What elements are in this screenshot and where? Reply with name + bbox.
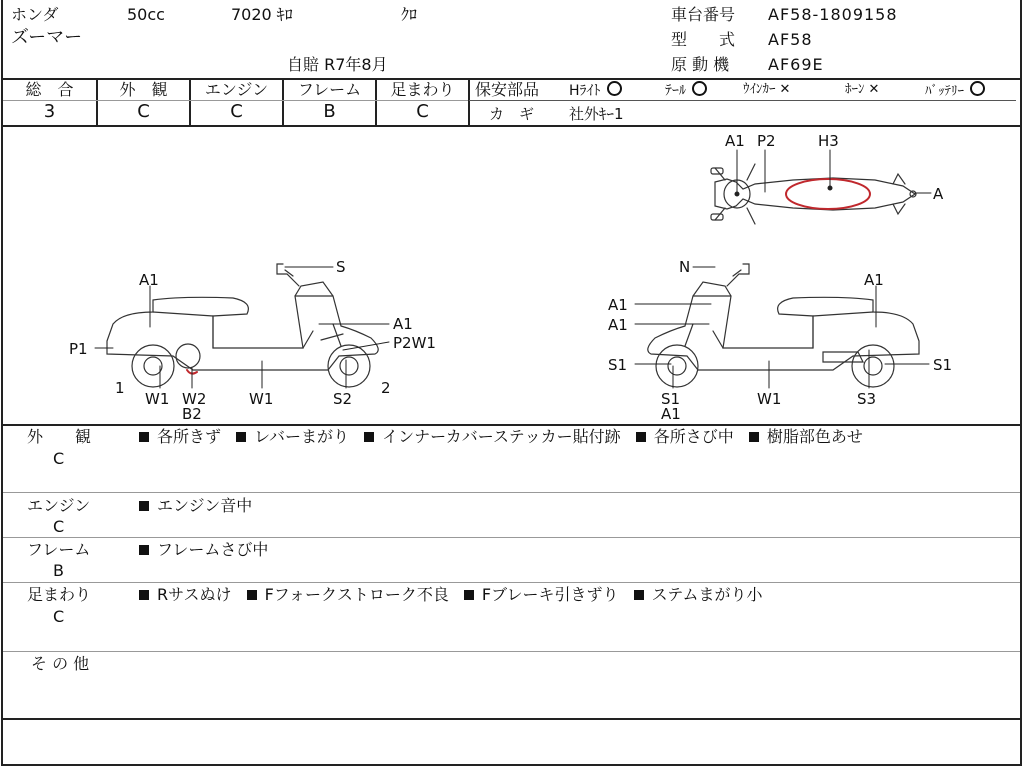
label-top-h3: H3 xyxy=(818,132,839,150)
note-suspension-grade: C xyxy=(53,607,65,626)
overall-label: 総 合 xyxy=(25,80,74,99)
key-value: 社外ｷｰ1 xyxy=(569,105,624,123)
damage-mark xyxy=(786,179,870,209)
ng-mark: ✕ xyxy=(779,82,791,97)
engine-grade: C xyxy=(230,101,243,122)
divider xyxy=(468,78,470,126)
divider xyxy=(3,537,1020,538)
note-exterior-label: 外 観 xyxy=(27,427,92,446)
label-right-s1-right: S1 xyxy=(933,356,953,374)
label-right-a1-l2: A1 xyxy=(608,316,628,334)
key-label: カ ギ xyxy=(489,105,535,123)
label-left-s2: S2 xyxy=(333,390,353,408)
label-top-a1: A1 xyxy=(725,132,745,150)
frame-label: フレーム xyxy=(297,80,362,99)
label-top-a: A xyxy=(933,185,944,203)
label-left-a1-top: A1 xyxy=(139,271,159,289)
label-right-w1: W1 xyxy=(757,390,782,408)
ok-mark xyxy=(970,81,985,96)
label-right-s1-left: S1 xyxy=(608,356,628,374)
safety-item-winker: ｳｲﾝｶｰ ✕ xyxy=(743,82,791,97)
label-left-num1: 1 xyxy=(115,379,125,397)
label-right-a1-l1: A1 xyxy=(608,296,628,314)
safety-item-horn: ﾎｰﾝ ✕ xyxy=(845,82,880,97)
scooter-diagram xyxy=(3,126,1022,426)
note-exterior-items: 各所きず レバーまがり インナーカバーステッカー貼付跡 各所さび中 樹脂部色あせ xyxy=(139,428,873,446)
label-right-n: N xyxy=(679,258,691,276)
ok-mark xyxy=(607,81,622,96)
insurance-expiry: 自賠 R7年8月 xyxy=(287,55,388,74)
divider xyxy=(3,492,1020,493)
label-left-w1b: W1 xyxy=(249,390,274,408)
note-frame-label: フレーム xyxy=(27,540,91,559)
frame-grade: B xyxy=(323,101,336,122)
note-engine-label: エンジン xyxy=(27,496,91,515)
divider xyxy=(3,651,1020,652)
mileage: 7020 ｷﾛ xyxy=(231,5,293,24)
safety-item-tail: ﾃｰﾙ xyxy=(665,81,707,100)
suspension-label: 足まわり xyxy=(390,80,455,99)
label-left-p2w1: P2W1 xyxy=(393,334,436,352)
label-top-p2: P2 xyxy=(757,132,776,150)
safety-label: 保安部品 xyxy=(475,80,540,99)
note-suspension-label: 足まわり xyxy=(27,585,92,604)
safety-item-headlight: Hﾗｲﾄ xyxy=(569,81,622,100)
note-frame-items: フレームさび中 xyxy=(139,541,278,559)
model-name: ズーマー xyxy=(11,27,83,48)
label-right-s3: S3 xyxy=(857,390,877,408)
engine-code: AF69E xyxy=(768,55,824,74)
engine-code-label: 原 動 機 xyxy=(671,55,730,74)
label-left-w2: W2 xyxy=(182,390,207,408)
label-left-w1a: W1 xyxy=(145,390,170,408)
model-code-label: 型 式 xyxy=(671,30,736,49)
inspection-sheet xyxy=(1,0,1022,766)
label-left-s: S xyxy=(336,258,346,276)
safety-item-battery: ﾊﾞｯﾃﾘｰ xyxy=(925,81,985,101)
label-left-a1-right: A1 xyxy=(393,315,413,333)
note-frame-grade: B xyxy=(53,561,64,580)
engine-label: エンジン xyxy=(204,80,269,99)
exterior-grade: C xyxy=(137,101,150,122)
scooter-top-view xyxy=(711,164,916,224)
maker: ホンダ xyxy=(11,5,59,24)
overall-grade: 3 xyxy=(43,101,56,122)
model-code: AF58 xyxy=(768,30,813,49)
label-left-b2: B2 xyxy=(182,405,202,423)
note-engine-grade: C xyxy=(53,517,65,536)
note-suspension-items: Rサスぬけ Fフォークストローク不良 Fブレーキ引きずり ステムまがり小 xyxy=(139,586,772,604)
note-other-label: そ の 他 xyxy=(31,654,90,673)
exterior-label: 外 観 xyxy=(119,80,168,99)
displacement: 50cc xyxy=(127,5,165,24)
label-left-num2: 2 xyxy=(381,379,391,397)
label-right-a1-bottom: A1 xyxy=(661,405,681,423)
ng-mark: ✕ xyxy=(868,82,880,97)
note-engine-items: エンジン音中 xyxy=(139,497,262,515)
divider xyxy=(3,424,1020,426)
note-exterior-grade: C xyxy=(53,449,65,468)
ok-mark xyxy=(692,81,707,96)
suspension-grade: C xyxy=(416,101,429,122)
frame-no-label: 車台番号 xyxy=(671,5,736,24)
label-left-p1: P1 xyxy=(69,340,88,358)
divider xyxy=(3,718,1020,720)
color: ｸﾛ xyxy=(401,5,418,24)
label-right-s1-bottom: S1 xyxy=(661,390,681,408)
top-view-leaders xyxy=(735,150,931,196)
divider xyxy=(3,582,1020,583)
label-right-a1-top: A1 xyxy=(864,271,884,289)
frame-no: AF58-1809158 xyxy=(768,5,898,24)
